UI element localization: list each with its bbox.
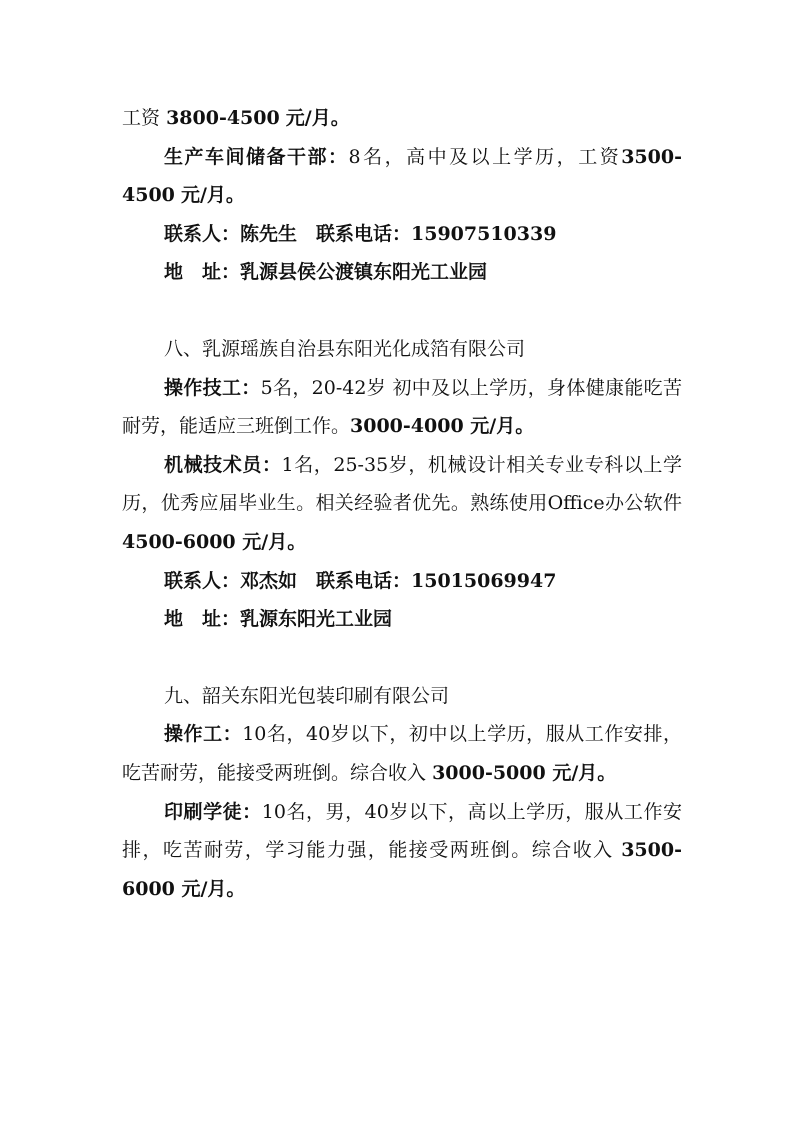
job-title: 印刷学徒： [164,800,262,823]
salary-amount: 3800-4500 [166,107,280,129]
job-operator [122,715,682,792]
salary-unit: 元/月。 [180,184,245,207]
salary-amount: 3500-6000 元/月。 [122,839,682,900]
job-description: 5名，20-42岁 初中及以上学历，身体健康能吃苦耐劳，能适应三班倒工作。 [122,376,682,438]
job-description: 8名，高中及以上学历，工资 [348,145,622,168]
address-line: 地 址：乳源县侯公渡镇东阳光工业园 [164,261,488,284]
job-description: 10名，男，40岁以下，高以上学历，服从工作安排，吃苦耐劳，学习能力强，能接受两班倒。综合收入 [122,800,682,862]
salary-amount: 3000-4000 元/月。 [350,415,535,438]
job-reserve-cadre [122,138,682,215]
job-description: 1名，25-35岁，机械设计相关专业专科以上学历，优秀应届毕业生。相关经验者优先。熟练使用Office办公软件 [122,453,682,515]
job-title: 生产车间储备干部： [164,145,349,168]
section-heading: 九、韶关东阳光包装印刷有限公司 [164,684,450,707]
job-title: 操作工： [164,723,243,746]
salary-line [122,99,682,138]
job-title: 机械技术员： [164,453,282,476]
section-gap [122,639,682,677]
contact-line: 联系人：邓杰如 联系电话：15015069947 [164,569,557,592]
salary-amount: 4500-6000 元/月。 [122,530,307,553]
job-operator-technician [122,369,682,446]
salary-unit: 元/月。 [285,107,350,129]
address-line: 地 址：乳源东阳光工业园 [164,608,393,631]
section-heading: 八、乳源瑶族自治县东阳光化成箔有限公司 [164,337,526,360]
section-gap [122,292,682,330]
salary-amount: 3000-5000 元/月。 [432,761,617,784]
job-title: 操作技工： [164,376,261,399]
salary-prefix: 工资 [122,107,161,129]
job-mechanical-technician [122,446,682,562]
job-description: 10名，40岁以下，初中以上学历，服从工作安排，吃苦耐劳，能接受两班倒。综合收入 [122,723,682,784]
contact-line: 联系人：陈先生 联系电话：15907510339 [164,222,557,245]
job-printing-apprentice [122,793,682,909]
salary-amount: 3500-4500 [122,145,682,207]
